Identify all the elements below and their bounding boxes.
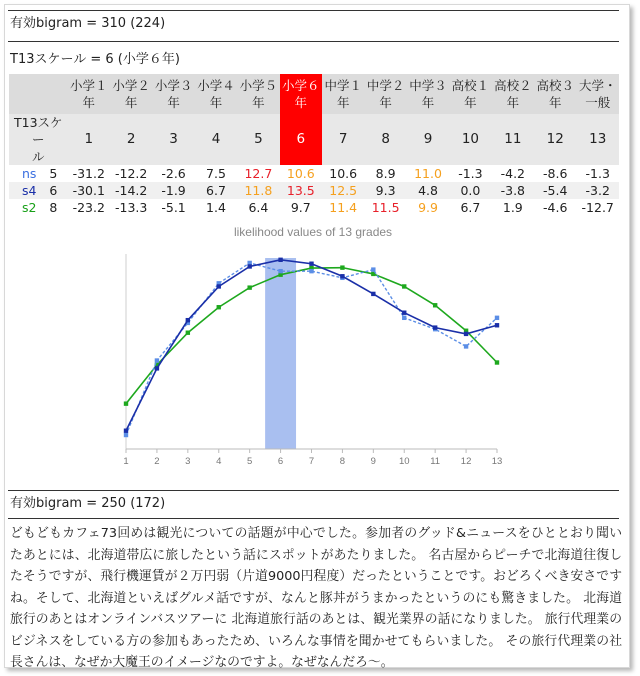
divider-top xyxy=(8,10,619,11)
series-line-ns xyxy=(126,263,497,435)
cell-value: -3.2 xyxy=(576,182,619,199)
grade-header: 中学３ 年 xyxy=(407,74,449,114)
cell-value: -14.2 xyxy=(110,182,152,199)
data-point-s4 xyxy=(124,429,128,433)
cell-value: -3.8 xyxy=(492,182,534,199)
divider-3 xyxy=(8,518,619,519)
scale-value: 5 xyxy=(237,114,279,165)
divider-2 xyxy=(8,490,619,491)
table-title: T13スケール = 6 (小学６年) xyxy=(10,52,180,67)
data-point-s4 xyxy=(464,332,468,336)
cell-value: 11.8 xyxy=(237,182,279,199)
cell-value: 9.7 xyxy=(280,199,322,216)
data-point-s2 xyxy=(433,303,437,307)
cell-value: -12.7 xyxy=(576,199,619,216)
row-count: 8 xyxy=(49,199,67,216)
data-point-s2 xyxy=(186,331,190,335)
scale-label: T13スケー ル xyxy=(9,114,68,165)
grade-header: 高校１ 年 xyxy=(449,74,491,114)
x-tick-label: 13 xyxy=(491,456,503,467)
cell-value: -1.3 xyxy=(449,165,491,182)
grade-header: 小学４ 年 xyxy=(195,74,237,114)
row-label: s2 xyxy=(9,199,49,216)
scale-value: 6 xyxy=(280,114,322,165)
data-point-s2 xyxy=(340,265,344,269)
cell-value: -30.1 xyxy=(68,182,110,199)
x-tick-label: 6 xyxy=(277,456,284,467)
scale-value: 2 xyxy=(110,114,152,165)
x-tick-label: 11 xyxy=(430,456,441,467)
data-point-s4 xyxy=(186,318,190,322)
cell-value: 7.5 xyxy=(195,165,237,182)
data-point-ns xyxy=(402,316,406,320)
data-point-s4 xyxy=(155,366,159,370)
data-point-ns xyxy=(309,269,313,273)
x-tick-label: 10 xyxy=(398,456,410,467)
x-tick-label: 1 xyxy=(123,456,129,467)
cell-value: 4.8 xyxy=(407,182,449,199)
chart-svg xyxy=(110,222,516,480)
cell-value: 10.6 xyxy=(322,165,364,182)
cell-value: 12.5 xyxy=(322,182,364,199)
data-point-s4 xyxy=(433,325,437,329)
cell-value: -4.2 xyxy=(492,165,534,182)
likelihood-chart xyxy=(110,222,516,480)
scale-value: 1 xyxy=(68,114,110,165)
data-point-s2 xyxy=(217,305,221,309)
grade-header: 小学３ 年 xyxy=(152,74,194,114)
cell-value: 9.9 xyxy=(407,199,449,216)
cell-value: -8.6 xyxy=(534,165,576,182)
cell-value: -31.2 xyxy=(68,165,110,182)
data-point-s4 xyxy=(278,258,282,262)
row-label: s4 xyxy=(9,182,49,199)
scale-value: 4 xyxy=(195,114,237,165)
row-count: 5 xyxy=(49,165,67,182)
header-corner xyxy=(9,74,68,114)
data-point-s4 xyxy=(495,323,499,327)
cell-value: -2.6 xyxy=(152,165,194,182)
data-point-ns xyxy=(371,267,375,271)
data-point-ns xyxy=(278,269,282,273)
highlight-band xyxy=(265,258,296,449)
chart-title: likelihood values of 13 grades xyxy=(233,225,393,239)
scale-value: 8 xyxy=(364,114,406,165)
section1-title: 有効bigram = 310 (224) xyxy=(10,16,166,31)
x-tick-label: 9 xyxy=(370,456,376,467)
cell-value: -5.1 xyxy=(152,199,194,216)
data-point-s2 xyxy=(124,401,128,405)
x-tick-label: 8 xyxy=(339,456,346,467)
divider-1 xyxy=(8,41,619,42)
data-point-s4 xyxy=(309,262,313,266)
article-paragraph: どもどもカフェ73回めは観光についての話題が中心でした。参加者のグッド&ニュースをひととおり聞いたあとには、北海道帯広に旅したという話にスポットがあたりました。 名古屋からピーチで北海道往復したそうですが、飛行機運賃が２万円弱（片道9000円程度）だったということです。おどろくべき安さですね。そして、北海道といえばグルメ話ですが、なんと豚丼がうまかったというのにも驚きました。 北海道旅行のあとはオンラインバスツアーに 北海道旅行話のあとは、観光業界の話になりました。 旅行代理業のビジネスをしている方の参加もあったため、いろんな事情を聞かせてもらいました。 その旅行代理業の社長さんは、なぜか大魔王のイメージなのですよ。なぜなんだろ～。 xyxy=(10,526,622,670)
grade-header: 小学６ 年 xyxy=(280,74,322,114)
grade-header: 高校２ 年 xyxy=(492,74,534,114)
x-tick-label: 12 xyxy=(460,456,472,467)
x-tick-label: 4 xyxy=(216,456,222,467)
grade-header: 小学５ 年 xyxy=(237,74,279,114)
cell-value: 0.0 xyxy=(449,182,491,199)
cell-value: 11.5 xyxy=(364,199,406,216)
scale-value: 3 xyxy=(152,114,194,165)
x-tick-label: 7 xyxy=(308,456,315,467)
data-point-ns xyxy=(124,433,128,437)
data-point-s4 xyxy=(247,264,251,268)
x-tick-label: 3 xyxy=(185,456,191,467)
cell-value: 10.6 xyxy=(280,165,322,182)
data-point-s2 xyxy=(495,360,499,364)
data-point-s4 xyxy=(371,292,375,296)
data-point-ns xyxy=(155,358,159,362)
cell-value: 11.0 xyxy=(407,165,449,182)
cell-value: -13.3 xyxy=(110,199,152,216)
cell-value: -5.4 xyxy=(534,182,576,199)
data-point-s4 xyxy=(402,311,406,315)
grade-header: 小学２ 年 xyxy=(110,74,152,114)
data-point-ns xyxy=(495,316,499,320)
series-line-s2 xyxy=(126,268,497,404)
grade-table xyxy=(9,74,619,216)
scale-value: 11 xyxy=(492,114,534,165)
cell-value: -4.6 xyxy=(534,199,576,216)
row-label: ns xyxy=(9,165,49,182)
cell-value: 6.7 xyxy=(195,182,237,199)
cell-value: 9.3 xyxy=(364,182,406,199)
cell-value: 1.9 xyxy=(492,199,534,216)
section2-title: 有効bigram = 250 (172) xyxy=(10,496,166,511)
data-point-s2 xyxy=(247,285,251,289)
grade-header: 中学１ 年 xyxy=(322,74,364,114)
cell-value: -1.9 xyxy=(152,182,194,199)
scale-value: 10 xyxy=(449,114,491,165)
grade-header: 小学１ 年 xyxy=(68,74,110,114)
cell-value: 1.4 xyxy=(195,199,237,216)
x-tick-label: 5 xyxy=(247,456,253,467)
x-tick-label: 2 xyxy=(154,456,160,467)
cell-value: 8.9 xyxy=(364,165,406,182)
cell-value: 6.7 xyxy=(449,199,491,216)
data-point-s2 xyxy=(402,284,406,288)
cell-value: -23.2 xyxy=(68,199,110,216)
grade-header: 中学２ 年 xyxy=(364,74,406,114)
cell-value: 12.7 xyxy=(237,165,279,182)
row-count: 6 xyxy=(49,182,67,199)
data-point-ns xyxy=(464,344,468,348)
cell-value: -1.3 xyxy=(576,165,619,182)
data-point-s4 xyxy=(217,284,221,288)
scale-value: 7 xyxy=(322,114,364,165)
grade-header: 高校３ 年 xyxy=(534,74,576,114)
scale-value: 13 xyxy=(576,114,619,165)
series-line-s4 xyxy=(126,260,497,431)
cell-value: 11.4 xyxy=(322,199,364,216)
cell-value: -12.2 xyxy=(110,165,152,182)
grade-header: 大学・ 一般 xyxy=(576,74,619,114)
scale-value: 9 xyxy=(407,114,449,165)
cell-value: 6.4 xyxy=(237,199,279,216)
data-point-s4 xyxy=(340,274,344,278)
scale-value: 12 xyxy=(534,114,576,165)
cell-value: 13.5 xyxy=(280,182,322,199)
